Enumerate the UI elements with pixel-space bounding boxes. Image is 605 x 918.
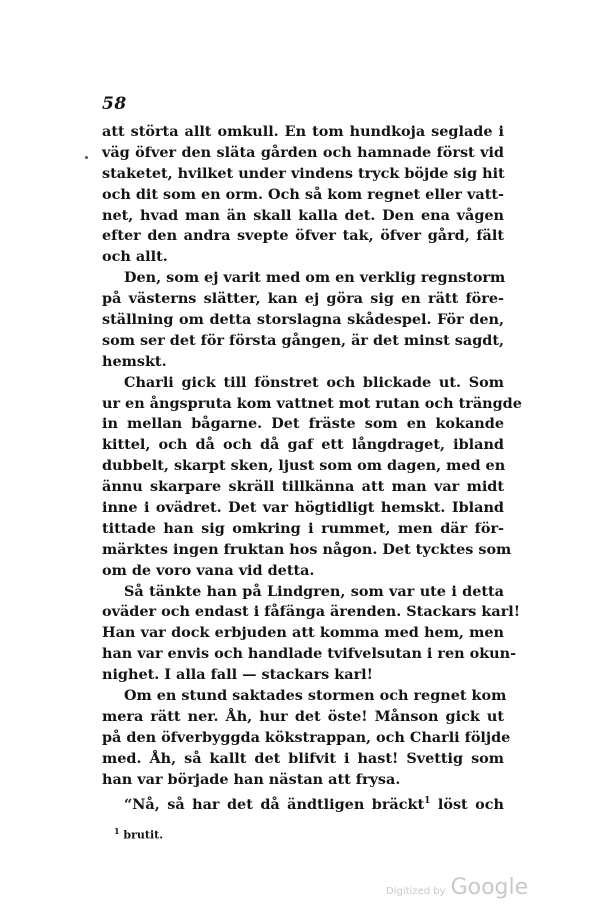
text-line: han var envis och handlade tvifvelsutan i ren okun- bbox=[102, 645, 517, 663]
google-logo: Google bbox=[450, 875, 529, 900]
watermark-prefix: Digitized by bbox=[386, 886, 446, 897]
text-line: hemskt. bbox=[102, 352, 167, 370]
text-line: dubbelt, skarpt sken, ljust som om dagen, med en bbox=[102, 457, 506, 475]
text-line: inne i ovädret. Det var högtidligt hemskt. Ibland bbox=[102, 499, 504, 517]
footnote bbox=[114, 826, 163, 842]
text-line: Charli gick till fönstret och blickade ut. Som bbox=[124, 373, 504, 391]
margin-mark bbox=[85, 156, 88, 159]
text-line-end: löst och bbox=[437, 795, 504, 813]
text-line: väg öfver den släta gården och hamnade först vid bbox=[102, 143, 504, 161]
text-line: Den, som ej varit med om en verklig regnstorm bbox=[124, 269, 506, 287]
text-line: staketet, hvilket under vindens tryck böjde sig hit bbox=[102, 164, 505, 182]
text-line: in mellan bågarne. Det fräste som en kokande bbox=[102, 415, 504, 433]
text-line: efter den andra svepte öfver tak, öfver gård, fält bbox=[102, 227, 504, 245]
text-line: med. Åh, så kallt det blifvit i hast! Svettig som bbox=[102, 749, 504, 767]
text-line-start: “Nå, så har det då ändtligen bräckt bbox=[124, 795, 425, 813]
text-line: kittel, och då och då gaf ett långdraget, ibland bbox=[102, 436, 504, 454]
digitized-watermark bbox=[386, 875, 528, 900]
footnote-marker: 1 bbox=[114, 826, 120, 836]
text-line: net, hvad man än skall kalla det. Den ena vågen bbox=[102, 206, 504, 224]
text-line: som ser det för första gången, är det minst sagdt, bbox=[102, 331, 504, 349]
text-line: ur en ångspruta kom vattnet mot rutan och trängde bbox=[102, 394, 522, 412]
text-line: ännu skarpare skräll tillkänna att man var midt bbox=[102, 478, 504, 496]
footnote-text: brutit. bbox=[123, 828, 164, 842]
page-number: 58 bbox=[102, 94, 127, 114]
text-line: och dit som en orm. Och så kom regnet eller vatt- bbox=[102, 185, 504, 203]
text-line: att störta allt omkull. En tom hundkoja seglade i bbox=[102, 123, 504, 140]
text-line: tittade han sig omkring i rummet, men där för- bbox=[102, 519, 504, 537]
text-line: mera rätt ner. Åh, hur det öste! Månson gick ut bbox=[102, 707, 504, 725]
body-text bbox=[102, 122, 522, 813]
text-line: ställning om detta storslagna skådespel. För den, bbox=[102, 311, 504, 329]
text-line: nighet. I alla fall — stackars karl! bbox=[102, 666, 373, 684]
text-line-with-footnote-ref bbox=[102, 791, 504, 812]
text-line: Så tänkte han på Lindgren, som var ute i detta bbox=[124, 582, 504, 600]
text-line: och allt. bbox=[102, 248, 168, 266]
footnote-ref: 1 bbox=[424, 795, 431, 806]
text-line: Om en stund saktades stormen och regnet kom bbox=[124, 687, 507, 705]
text-line: på västerns slätter, kan ej göra sig en rätt före- bbox=[102, 290, 504, 308]
text-line: han var började han nästan att frysa. bbox=[102, 770, 401, 788]
text-line: oväder och endast i fåfänga ärenden. Stackars karl! bbox=[102, 603, 521, 621]
text-line: om de voro vana vid detta. bbox=[102, 561, 315, 579]
text-line: på den öfverbyggda kökstrappan, och Charli följde bbox=[102, 728, 511, 746]
text-line: märktes ingen fruktan hos någon. Det tycktes som bbox=[102, 540, 512, 558]
text-line: Han var dock erbjuden att komma med hem, men bbox=[102, 624, 504, 642]
